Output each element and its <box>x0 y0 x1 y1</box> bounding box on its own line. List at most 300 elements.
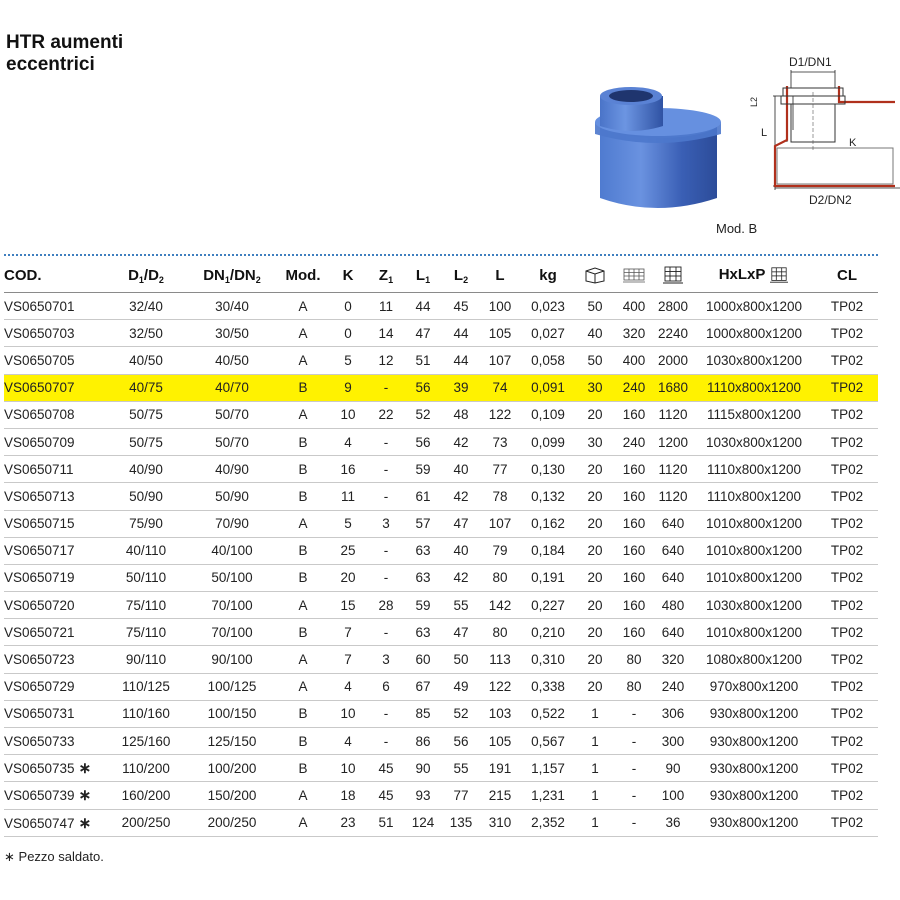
table-cell: 100/150 <box>186 700 278 727</box>
table-cell: 63 <box>404 564 442 591</box>
table-cell: 12 <box>368 347 404 374</box>
table-cell: 2240 <box>654 320 692 347</box>
table-cell: 103 <box>480 700 520 727</box>
table-cell: 310 <box>480 809 520 836</box>
cell-code <box>4 673 106 700</box>
cell-code <box>4 619 106 646</box>
col-header-hxlxp <box>692 258 816 293</box>
table-cell: TP02 <box>816 564 878 591</box>
stack-icon <box>769 266 789 284</box>
cell-code <box>4 809 106 836</box>
table-cell: 122 <box>480 673 520 700</box>
table-cell: 113 <box>480 646 520 673</box>
table-cell: A <box>278 320 328 347</box>
table-cell: 48 <box>442 401 480 428</box>
table-cell: 400 <box>614 293 654 320</box>
table-cell: 40 <box>442 537 480 564</box>
col-header-dn: $DN_1/DN_2$ <box>186 258 278 293</box>
table-cell: 1 <box>576 782 614 809</box>
col-header-stack <box>654 258 692 293</box>
table-cell: 125/150 <box>186 728 278 755</box>
product-image <box>585 86 725 221</box>
table-cell: 70/100 <box>186 592 278 619</box>
table-cell: 640 <box>654 537 692 564</box>
col-header-z1: $Z_1$ <box>368 258 404 293</box>
table-cell: 0 <box>328 293 368 320</box>
table-cell: - <box>368 483 404 510</box>
table-cell: 124 <box>404 809 442 836</box>
table-cell: 20 <box>576 483 614 510</box>
table-cell: 70/90 <box>186 510 278 537</box>
table-cell: 1 <box>576 728 614 755</box>
col-header-mod: Mod. <box>278 258 328 293</box>
table-cell: 36 <box>654 809 692 836</box>
table-cell: - <box>614 782 654 809</box>
table-cell: TP02 <box>816 809 878 836</box>
col-header-l2: $L_2$ <box>442 258 480 293</box>
cell-code-text: VS0650721 <box>4 624 75 640</box>
col-header-cl: CL <box>816 258 878 293</box>
table-cell: - <box>614 755 654 782</box>
table-cell: 20 <box>328 564 368 591</box>
welded-star-icon: ∗ <box>78 814 92 832</box>
table-cell: 30 <box>576 428 614 455</box>
table-row <box>4 619 878 646</box>
cell-code-text: VS0650720 <box>4 597 75 613</box>
table-row <box>4 592 878 619</box>
table-cell: 80 <box>480 619 520 646</box>
table-row <box>4 320 878 347</box>
table-cell: TP02 <box>816 510 878 537</box>
table-row <box>4 456 878 483</box>
table-cell: 90/100 <box>186 646 278 673</box>
table-cell: 45 <box>368 755 404 782</box>
table-cell: TP02 <box>816 537 878 564</box>
diagram-label-l: L <box>761 127 768 139</box>
table-cell: 3 <box>368 510 404 537</box>
table-row <box>4 293 878 320</box>
table-cell: TP02 <box>816 782 878 809</box>
table-cell: 1120 <box>654 483 692 510</box>
table-cell: 0,191 <box>520 564 576 591</box>
table-cell: 56 <box>404 428 442 455</box>
table-cell: 2,352 <box>520 809 576 836</box>
table-cell: 47 <box>442 619 480 646</box>
table-cell: 0,109 <box>520 401 576 428</box>
cell-code <box>4 456 106 483</box>
col-header-l: L <box>480 258 520 293</box>
box-icon <box>584 266 606 284</box>
table-cell: 51 <box>404 347 442 374</box>
cell-code <box>4 700 106 727</box>
table-cell: 40/50 <box>186 347 278 374</box>
table-cell: 20 <box>576 537 614 564</box>
cell-code-text: VS0650739 <box>4 788 75 804</box>
table-cell: 0,058 <box>520 347 576 374</box>
table-cell: 23 <box>328 809 368 836</box>
table-cell: 50 <box>576 347 614 374</box>
cell-code <box>4 564 106 591</box>
cell-code <box>4 347 106 374</box>
diagram-caption: Mod. B <box>716 221 758 236</box>
table-cell: 1110x800x1200 <box>692 456 816 483</box>
col-header-pallet <box>614 258 654 293</box>
table-cell: 45 <box>442 293 480 320</box>
cell-code <box>4 483 106 510</box>
table-cell: 150/200 <box>186 782 278 809</box>
table-cell: - <box>368 537 404 564</box>
table-cell: 0,162 <box>520 510 576 537</box>
table-cell: 160/200 <box>106 782 186 809</box>
table-cell: 0,227 <box>520 592 576 619</box>
table-cell: 80 <box>614 646 654 673</box>
cell-code-text: VS0650711 <box>4 461 74 477</box>
table-cell: 160 <box>614 401 654 428</box>
cell-code <box>4 782 106 809</box>
table-cell: 14 <box>368 320 404 347</box>
table-cell: 200/250 <box>186 809 278 836</box>
table-cell: TP02 <box>816 293 878 320</box>
table-cell: 0,522 <box>520 700 576 727</box>
table-row <box>4 646 878 673</box>
table-cell: 1000x800x1200 <box>692 293 816 320</box>
table-cell: 40 <box>576 320 614 347</box>
table-cell: 1110x800x1200 <box>692 374 816 401</box>
table-cell: TP02 <box>816 456 878 483</box>
table-cell: 59 <box>404 592 442 619</box>
table-cell: 1120 <box>654 401 692 428</box>
table-cell: 0,184 <box>520 537 576 564</box>
table-cell: 240 <box>614 428 654 455</box>
table-cell: 122 <box>480 401 520 428</box>
table-cell: 4 <box>328 428 368 455</box>
cell-code-text: VS0650733 <box>4 733 75 749</box>
table-cell: 2000 <box>654 347 692 374</box>
table-cell: 70/100 <box>186 619 278 646</box>
cell-code-text: VS0650709 <box>4 434 75 450</box>
table-cell: 28 <box>368 592 404 619</box>
table-row <box>4 374 878 401</box>
table-cell: B <box>278 700 328 727</box>
table-cell: TP02 <box>816 592 878 619</box>
table-cell: 30/40 <box>186 293 278 320</box>
table-cell: 10 <box>328 401 368 428</box>
table-row <box>4 564 878 591</box>
table-cell: - <box>614 700 654 727</box>
cell-code-text: VS0650717 <box>4 543 75 559</box>
cell-code <box>4 374 106 401</box>
table-cell: 63 <box>404 619 442 646</box>
table-row <box>4 755 878 782</box>
table-row <box>4 537 878 564</box>
table-cell: TP02 <box>816 401 878 428</box>
table-cell: 56 <box>404 374 442 401</box>
col-header-d: $D_1/D_2$ <box>106 258 186 293</box>
table-cell: 75/90 <box>106 510 186 537</box>
table-cell: 59 <box>404 456 442 483</box>
table-cell: 0,567 <box>520 728 576 755</box>
col-header-hxlxp-label: HxLxP <box>718 265 766 283</box>
table-cell: TP02 <box>816 728 878 755</box>
table-cell: 49 <box>442 673 480 700</box>
table-cell: TP02 <box>816 347 878 374</box>
table-cell: B <box>278 456 328 483</box>
table-header-row <box>4 258 878 293</box>
table-cell: 77 <box>480 456 520 483</box>
table-cell: 110/125 <box>106 673 186 700</box>
table-cell: 85 <box>404 700 442 727</box>
table-row <box>4 809 878 836</box>
table-cell: 60 <box>404 646 442 673</box>
footnote-star: ∗ <box>4 849 15 864</box>
table-cell: 400 <box>614 347 654 374</box>
table-cell: 107 <box>480 347 520 374</box>
table-cell: 240 <box>654 673 692 700</box>
table-cell: 160 <box>614 564 654 591</box>
table-cell: 52 <box>442 700 480 727</box>
table-cell: 160 <box>614 510 654 537</box>
col-header-kg: kg <box>520 258 576 293</box>
table-cell: 7 <box>328 646 368 673</box>
table-cell: 640 <box>654 564 692 591</box>
table-cell: 74 <box>480 374 520 401</box>
table-cell: 3 <box>368 646 404 673</box>
table-row <box>4 510 878 537</box>
cell-code <box>4 592 106 619</box>
table-cell: A <box>278 592 328 619</box>
table-cell: 930x800x1200 <box>692 782 816 809</box>
table-cell: B <box>278 483 328 510</box>
table-cell: 22 <box>368 401 404 428</box>
table-cell: 320 <box>654 646 692 673</box>
table-row <box>4 728 878 755</box>
table-cell: 44 <box>442 347 480 374</box>
table-cell: 78 <box>480 483 520 510</box>
table-cell: 20 <box>576 401 614 428</box>
table-cell: 100 <box>480 293 520 320</box>
welded-star-icon: ∗ <box>78 787 92 805</box>
cell-code-text: VS0650713 <box>4 488 75 504</box>
table-cell: 1120 <box>654 456 692 483</box>
table-cell: 320 <box>614 320 654 347</box>
table-row <box>4 347 878 374</box>
table-cell: 20 <box>576 456 614 483</box>
table-cell: 73 <box>480 428 520 455</box>
table-cell: 18 <box>328 782 368 809</box>
table-cell: 215 <box>480 782 520 809</box>
table-cell: 0,132 <box>520 483 576 510</box>
table-cell: 61 <box>404 483 442 510</box>
table-cell: 0,023 <box>520 293 576 320</box>
table-cell: 50 <box>576 293 614 320</box>
table-cell: 45 <box>368 782 404 809</box>
table-cell: 100/200 <box>186 755 278 782</box>
table-cell: 50/110 <box>106 564 186 591</box>
table-cell: 107 <box>480 510 520 537</box>
table-cell: 100 <box>654 782 692 809</box>
table-cell: 75/110 <box>106 619 186 646</box>
cell-code <box>4 428 106 455</box>
table-cell: 191 <box>480 755 520 782</box>
table-cell: - <box>368 619 404 646</box>
table-cell: TP02 <box>816 755 878 782</box>
table-cell: 142 <box>480 592 520 619</box>
cell-code-text: VS0650729 <box>4 679 75 695</box>
footnote-text: Pezzo saldato. <box>18 849 104 864</box>
table-cell: 57 <box>404 510 442 537</box>
table-cell: 9 <box>328 374 368 401</box>
table-cell: 30 <box>576 374 614 401</box>
table-cell: 40/75 <box>106 374 186 401</box>
table-cell: 135 <box>442 809 480 836</box>
table-row <box>4 782 878 809</box>
table-cell: B <box>278 537 328 564</box>
footnote <box>4 849 104 865</box>
table-cell: TP02 <box>816 619 878 646</box>
table-row <box>4 483 878 510</box>
table-cell: 4 <box>328 673 368 700</box>
title-line-1: HTR aumenti <box>6 32 124 53</box>
table-cell: 93 <box>404 782 442 809</box>
table-body <box>4 293 878 837</box>
table-cell: 20 <box>576 673 614 700</box>
table-cell: 77 <box>442 782 480 809</box>
table-cell: 1030x800x1200 <box>692 428 816 455</box>
table-cell: - <box>368 700 404 727</box>
cell-code-text: VS0650735 <box>4 761 75 777</box>
table-cell: A <box>278 673 328 700</box>
table-cell: 306 <box>654 700 692 727</box>
table-cell: 40/70 <box>186 374 278 401</box>
table-cell: 50/75 <box>106 428 186 455</box>
table-cell: 32/40 <box>106 293 186 320</box>
table-row <box>4 428 878 455</box>
table-cell: 125/160 <box>106 728 186 755</box>
cell-code <box>4 537 106 564</box>
table-cell: 640 <box>654 510 692 537</box>
table-cell: 30/50 <box>186 320 278 347</box>
cell-code-text: VS0650715 <box>4 516 75 532</box>
table-cell: 44 <box>442 320 480 347</box>
table-cell: 20 <box>576 646 614 673</box>
table-row <box>4 401 878 428</box>
table-cell: 0,099 <box>520 428 576 455</box>
table-cell: 50/90 <box>186 483 278 510</box>
table-cell: A <box>278 347 328 374</box>
table-cell: 480 <box>654 592 692 619</box>
table-cell: 79 <box>480 537 520 564</box>
table-cell: 20 <box>576 564 614 591</box>
table-cell: 20 <box>576 592 614 619</box>
table-cell: 55 <box>442 592 480 619</box>
product-table <box>4 258 878 837</box>
cell-code-text: VS0650705 <box>4 352 75 368</box>
table-cell: 1000x800x1200 <box>692 320 816 347</box>
table-cell: TP02 <box>816 320 878 347</box>
cell-code <box>4 646 106 673</box>
table-cell: 1 <box>576 809 614 836</box>
table-cell: 50/100 <box>186 564 278 591</box>
table-cell: 50/70 <box>186 428 278 455</box>
table-cell: 110/200 <box>106 755 186 782</box>
table-cell: 11 <box>368 293 404 320</box>
table-cell: TP02 <box>816 483 878 510</box>
diagram-bottom-label: D2/DN2 <box>809 193 852 207</box>
table-cell: 11 <box>328 483 368 510</box>
table-cell: B <box>278 564 328 591</box>
diagram-label-k: K <box>849 137 857 149</box>
table-cell: 105 <box>480 320 520 347</box>
cell-code-text: VS0650723 <box>4 652 75 668</box>
diagram-top-label: D1/DN1 <box>789 55 832 69</box>
table-cell: 160 <box>614 483 654 510</box>
technical-drawing <box>735 50 900 210</box>
col-header-k: K <box>328 258 368 293</box>
table-cell: A <box>278 646 328 673</box>
stack-icon <box>662 265 684 285</box>
table-cell: B <box>278 728 328 755</box>
table-cell: 0,338 <box>520 673 576 700</box>
table-row <box>4 700 878 727</box>
table-cell: 40/90 <box>186 456 278 483</box>
table-cell: 75/110 <box>106 592 186 619</box>
table-cell: 80 <box>480 564 520 591</box>
cell-code-text: VS0650703 <box>4 325 75 341</box>
welded-star-icon: ∗ <box>78 760 92 778</box>
table-cell: 5 <box>328 510 368 537</box>
table-cell: 0,027 <box>520 320 576 347</box>
table-cell: 40 <box>442 456 480 483</box>
table-cell: - <box>368 428 404 455</box>
table-cell: 1 <box>576 755 614 782</box>
table-cell: 970x800x1200 <box>692 673 816 700</box>
table-cell: 20 <box>576 619 614 646</box>
table-cell: 0 <box>328 320 368 347</box>
table-cell: 0,310 <box>520 646 576 673</box>
col-header-box <box>576 258 614 293</box>
table-cell: 930x800x1200 <box>692 755 816 782</box>
table-cell: 51 <box>368 809 404 836</box>
table-cell: 40/50 <box>106 347 186 374</box>
table-cell: 42 <box>442 483 480 510</box>
table-cell: 1110x800x1200 <box>692 483 816 510</box>
table-cell: 1010x800x1200 <box>692 510 816 537</box>
table-cell: 1680 <box>654 374 692 401</box>
table-cell: 1,231 <box>520 782 576 809</box>
cell-code <box>4 320 106 347</box>
table-cell: 63 <box>404 537 442 564</box>
table-cell: B <box>278 619 328 646</box>
table-cell: B <box>278 374 328 401</box>
cell-code-text: VS0650708 <box>4 407 75 423</box>
table-cell: 50/70 <box>186 401 278 428</box>
table-cell: 160 <box>614 537 654 564</box>
table-cell: 42 <box>442 428 480 455</box>
table-cell: A <box>278 401 328 428</box>
table-cell: B <box>278 428 328 455</box>
table-cell: B <box>278 755 328 782</box>
table-cell: 16 <box>328 456 368 483</box>
cell-code-text: VS0650701 <box>4 298 75 314</box>
table-cell: 25 <box>328 537 368 564</box>
table-cell: - <box>368 374 404 401</box>
table-cell: 240 <box>614 374 654 401</box>
table-cell: 40/110 <box>106 537 186 564</box>
title-line-2: eccentrici <box>6 54 95 75</box>
table-cell: 1010x800x1200 <box>692 564 816 591</box>
table-cell: 4 <box>328 728 368 755</box>
table-cell: 1010x800x1200 <box>692 619 816 646</box>
